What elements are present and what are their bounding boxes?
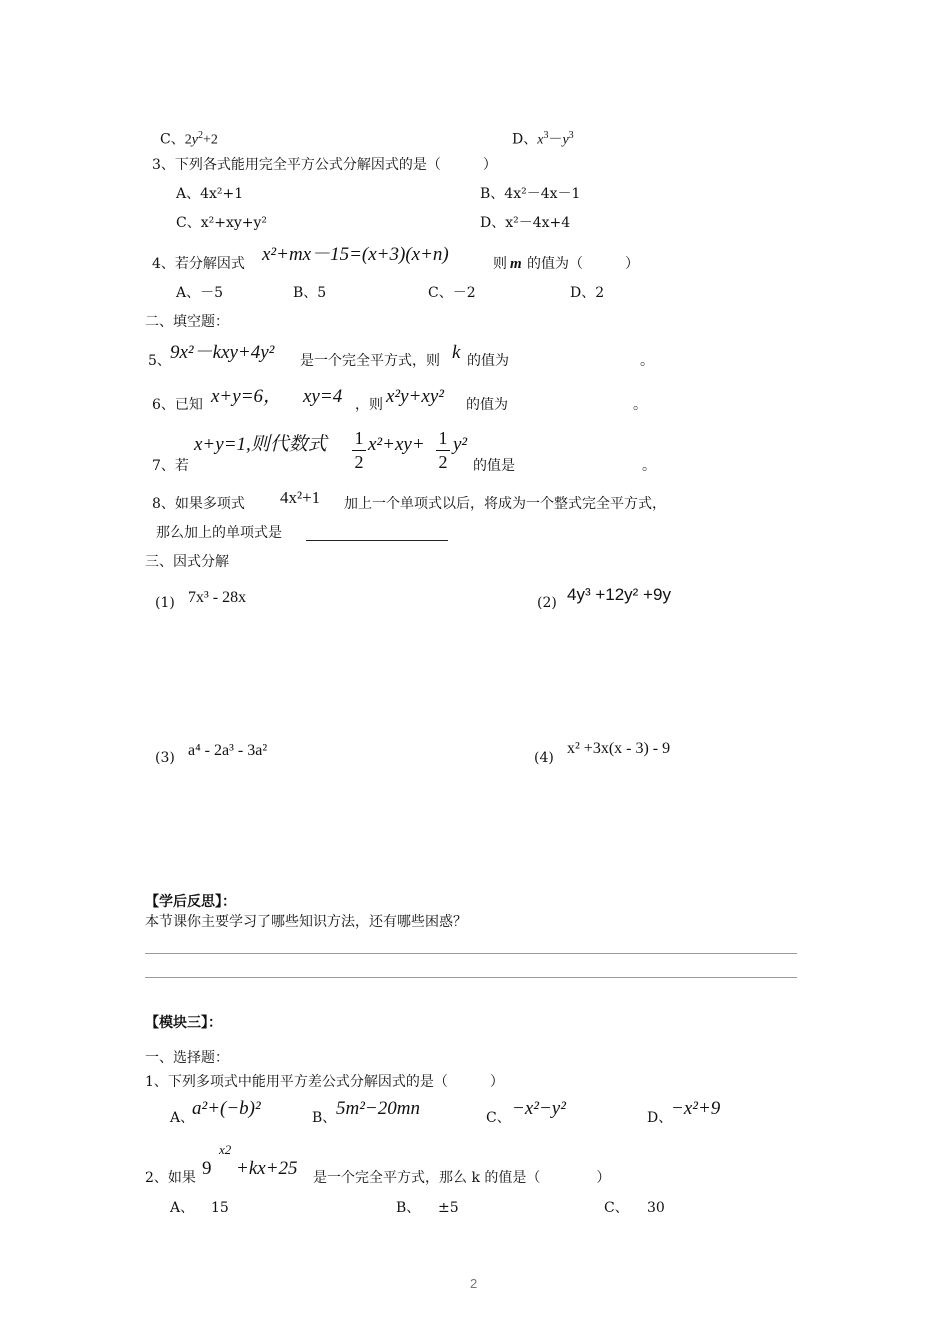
factor-2-expr: 4y³ +12y² +9y: [567, 585, 671, 604]
module3-q1-stem: 1、下列多项式中能用平方差公式分解因式的是（ ）: [145, 1074, 504, 1090]
module3-q1-b-label: B、: [312, 1110, 337, 1126]
q4-option-b: B、5: [293, 285, 327, 301]
q2-option-c: C、$2y^2+2$: [160, 130, 218, 148]
q3-option-b: B、4x²－4x－1: [480, 186, 581, 202]
module3-section1-title: 一、选择题：: [145, 1050, 229, 1066]
q5-middle: 是一个完全平方式，则: [300, 353, 440, 369]
page-number: 2: [470, 1276, 478, 1291]
q8-formula: 4x²+1: [280, 488, 321, 507]
q5-formula: 9x²－kxy+4y²: [170, 342, 275, 363]
q4-then: 则: [493, 256, 507, 272]
section2-title: 二、填空题：: [145, 314, 229, 330]
module3-title: 【模块三】：: [145, 1015, 222, 1031]
module3-q2-rest: +kx+25: [236, 1158, 298, 1179]
q7-condition: x+y=1,则代数式: [194, 434, 327, 455]
q8-answer-blank: [306, 540, 448, 541]
factor-2-num: (2): [537, 595, 557, 611]
q4-stem-suffix: 的值为（ ）: [527, 256, 639, 272]
module3-q1-a-expr: a²+(−b)²: [192, 1098, 261, 1119]
q6-middle: ，则: [355, 397, 383, 413]
reflection-prompt: 本节课你主要学习了哪些知识方法，还有哪些困惑？: [145, 914, 467, 930]
q7-end: 。: [642, 458, 656, 474]
module3-q1-b-expr: 5m²−20mn: [336, 1098, 420, 1119]
q7-fraction-1: [352, 428, 366, 474]
q7-fraction-2: [436, 428, 450, 474]
q4-option-a: A、－5: [176, 285, 224, 301]
q7-fraction-2-den: 2: [438, 452, 448, 472]
factor-1-expr: 7x³ - 28x: [188, 589, 247, 606]
q8-prefix: 8、如果多项式: [152, 496, 245, 512]
q7-term2: y²: [453, 434, 468, 455]
module3-q2-coef: 9: [202, 1158, 212, 1179]
q6-end: 。: [633, 397, 647, 413]
q5-var-k: k: [452, 342, 461, 363]
module3-q2-a-label: A、: [170, 1200, 195, 1216]
q5-suffix: 的值为: [467, 353, 509, 369]
module3-q2-sup-var: x2: [219, 1142, 232, 1157]
q6-formula2: xy=4: [303, 386, 343, 407]
module3-q2-b-val: ±5: [438, 1200, 459, 1216]
reflection-line-1: [145, 953, 797, 954]
q7-fraction-1-den: 2: [354, 452, 364, 472]
q6-formula3: x²y+xy²: [386, 386, 444, 407]
module3-q1-d-expr: −x²+9: [671, 1098, 721, 1119]
module3-q2-c-val: 30: [647, 1200, 665, 1216]
module3-q2-prefix: 2、如果: [145, 1170, 196, 1186]
module3-q1-c-label: C、: [486, 1110, 511, 1126]
q4-option-d: D、2: [570, 285, 605, 301]
module3-q2-suffix: 是一个完全平方式，那么 k 的值是（ ）: [313, 1170, 611, 1186]
factor-1-num: (1): [155, 595, 175, 611]
q4-formula: x²+mx－15=(x+3)(x+n): [262, 244, 449, 265]
q3-option-a: A、4x²+1: [176, 186, 244, 202]
q7-fraction-2-num: 1: [438, 428, 448, 448]
q5-prefix: 5、: [148, 353, 171, 369]
q3-option-d: D、x²－4x+4: [480, 215, 571, 231]
q3-stem: 3、下列各式能用完全平方公式分解因式的是（ ）: [152, 157, 497, 173]
q3-option-c: C、x²+xy+y²: [176, 215, 268, 231]
q7-term1: x²+xy+: [368, 434, 425, 455]
q4-option-c: C、－2: [428, 285, 476, 301]
q7-prefix: 7、若: [152, 458, 189, 474]
module3-q2-c-label: C、: [604, 1200, 629, 1216]
q6-prefix: 6、已知: [152, 397, 203, 413]
q6-formula1: x+y=6，: [211, 386, 283, 407]
q8-line2: 那么加上的单项式是: [156, 525, 282, 541]
module3-q1-d-label: D、: [647, 1110, 673, 1126]
reflection-line-2: [145, 977, 797, 978]
q7-suffix: 的值是: [473, 458, 515, 474]
module3-q2-a-val: 15: [211, 1200, 229, 1216]
q6-suffix: 的值为: [466, 397, 508, 413]
q7-fraction-1-num: 1: [354, 428, 364, 448]
q4-var-m: m: [510, 256, 522, 272]
q5-end: 。: [640, 353, 654, 369]
module3-q1-c-expr: −x²−y²: [512, 1098, 566, 1119]
q4-stem-prefix: 4、若分解因式: [152, 256, 245, 272]
factor-3-num: (3): [155, 750, 175, 766]
factor-3-expr: a⁴ - 2a³ - 3a²: [188, 742, 268, 759]
factor-4-num: (4): [534, 750, 554, 766]
q8-suffix: 加上一个单项式以后，将成为一个整式完全平方式，: [344, 496, 666, 512]
factor-4-expr: x² +3x(x - 3) - 9: [567, 740, 671, 757]
module3-q1-a-label: A、: [170, 1110, 195, 1126]
q2-option-d: D、$x^3-y^3$: [512, 130, 574, 148]
module3-q2-b-label: B、: [396, 1200, 421, 1216]
reflection-title: 【学后反思】：: [145, 894, 236, 910]
section3-title: 三、因式分解: [145, 554, 229, 570]
